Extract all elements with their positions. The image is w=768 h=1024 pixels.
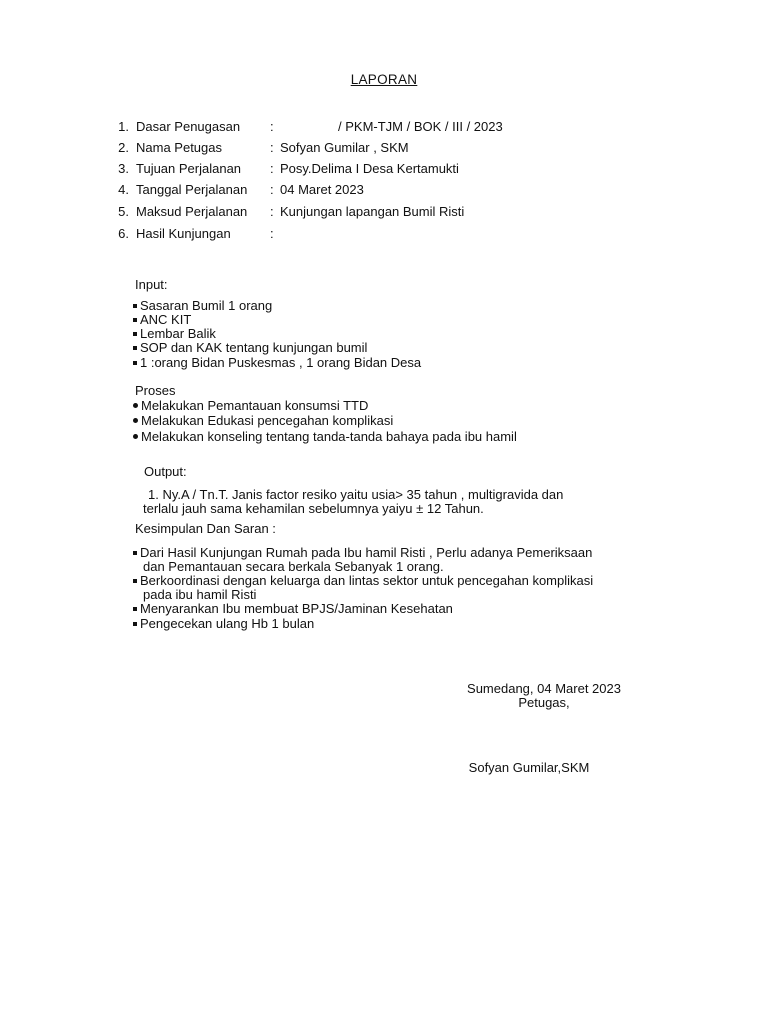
square-bullet-icon (133, 361, 137, 365)
item-number: 5. (118, 204, 129, 219)
square-bullet-icon (133, 622, 137, 626)
square-bullet-icon (133, 551, 137, 555)
item-label: Dasar Penugasan (136, 119, 241, 134)
output-heading: Output: (144, 464, 187, 479)
item-value: Sofyan Gumilar , SKM (280, 140, 409, 155)
bullet-text: 1 :orang Bidan Puskesmas , 1 orang Bidan Desa (140, 355, 422, 370)
bullet-text: Melakukan Pemantauan konsumsi TTD (141, 398, 369, 413)
bullet-text: Lembar Balik (140, 326, 216, 341)
round-bullet-icon (133, 434, 138, 439)
bullet-text: Dari Hasil Kunjungan Rumah pada Ibu hamil Risti , Perlu adanya Pemeriksaan (140, 545, 593, 560)
item-colon: : (270, 119, 274, 134)
square-bullet-icon (133, 579, 137, 583)
item-colon: : (270, 204, 274, 219)
item-number: 4. (118, 182, 129, 197)
list-item (133, 413, 393, 428)
signature-role: Petugas, (518, 695, 570, 710)
bullet-text: ANC KIT (140, 312, 192, 327)
bullet-continuation: pada ibu hamil Risti (143, 587, 257, 602)
list-item (133, 616, 314, 631)
item-label: Tanggal Perjalanan (136, 182, 248, 197)
bullet-text: Berkoordinasi dengan keluarga dan lintas sektor untuk pencegahan komplikasi (140, 573, 594, 588)
list-item (133, 298, 272, 313)
square-bullet-icon (133, 332, 137, 336)
proses-heading: Proses (135, 383, 176, 398)
item-label: Hasil Kunjungan (136, 226, 231, 241)
output-line: 1. Ny.A / Tn.T. Janis factor resiko yaitu usia> 35 tahun , multigravida dan (148, 487, 564, 502)
list-item (133, 573, 593, 588)
item-label: Maksud Perjalanan (136, 204, 248, 219)
page-title: LAPORAN (350, 72, 418, 87)
list-item (133, 545, 592, 560)
list-item (133, 326, 216, 341)
square-bullet-icon (133, 304, 137, 308)
bullet-text: Melakukan konseling tentang tanda-tanda bahaya pada ibu hamil (141, 429, 517, 444)
square-bullet-icon (133, 346, 137, 350)
item-number: 1. (118, 119, 129, 134)
item-value: 04 Maret 2023 (280, 182, 364, 197)
item-value: Kunjungan lapangan Bumil Risti (280, 204, 465, 219)
bullet-text: SOP dan KAK tentang kunjungan bumil (140, 340, 368, 355)
input-heading: Input: (135, 277, 168, 292)
item-colon: : (270, 140, 274, 155)
list-item (133, 312, 191, 327)
bullet-continuation: dan Pemantauan secara berkala Sebanyak 1 orang. (143, 559, 444, 574)
list-item (133, 601, 453, 616)
list-item (133, 398, 368, 413)
list-item (133, 429, 517, 444)
kesimpulan-heading: Kesimpulan Dan Saran : (135, 521, 276, 536)
item-colon: : (270, 161, 274, 176)
item-label: Tujuan Perjalanan (136, 161, 242, 176)
item-value: Posy.Delima I Desa Kertamukti (280, 161, 459, 176)
signature-place-date: Sumedang, 04 Maret 2023 (467, 681, 621, 696)
square-bullet-icon (133, 607, 137, 611)
square-bullet-icon (133, 318, 137, 322)
item-colon: : (270, 182, 274, 197)
item-value: / PKM-TJM / BOK / III / 2023 (338, 119, 503, 134)
item-number: 3. (118, 161, 129, 176)
bullet-text: Melakukan Edukasi pencegahan komplikasi (141, 413, 394, 428)
bullet-text: Pengecekan ulang Hb 1 bulan (140, 616, 315, 631)
round-bullet-icon (133, 418, 138, 423)
round-bullet-icon (133, 403, 138, 408)
bullet-text: Sasaran Bumil 1 orang (140, 298, 273, 313)
list-item (133, 340, 367, 355)
item-colon: : (270, 226, 274, 241)
output-line: terlalu jauh sama kehamilan sebelumnya yaiyu ± 12 Tahun. (143, 501, 484, 516)
bullet-text: Menyarankan Ibu membuat BPJS/Jaminan Kesehatan (140, 601, 453, 616)
list-item (133, 355, 421, 370)
item-label: Nama Petugas (136, 140, 222, 155)
item-number: 2. (118, 140, 129, 155)
item-number: 6. (118, 226, 129, 241)
signature-name: Sofyan Gumilar,SKM (468, 760, 590, 775)
